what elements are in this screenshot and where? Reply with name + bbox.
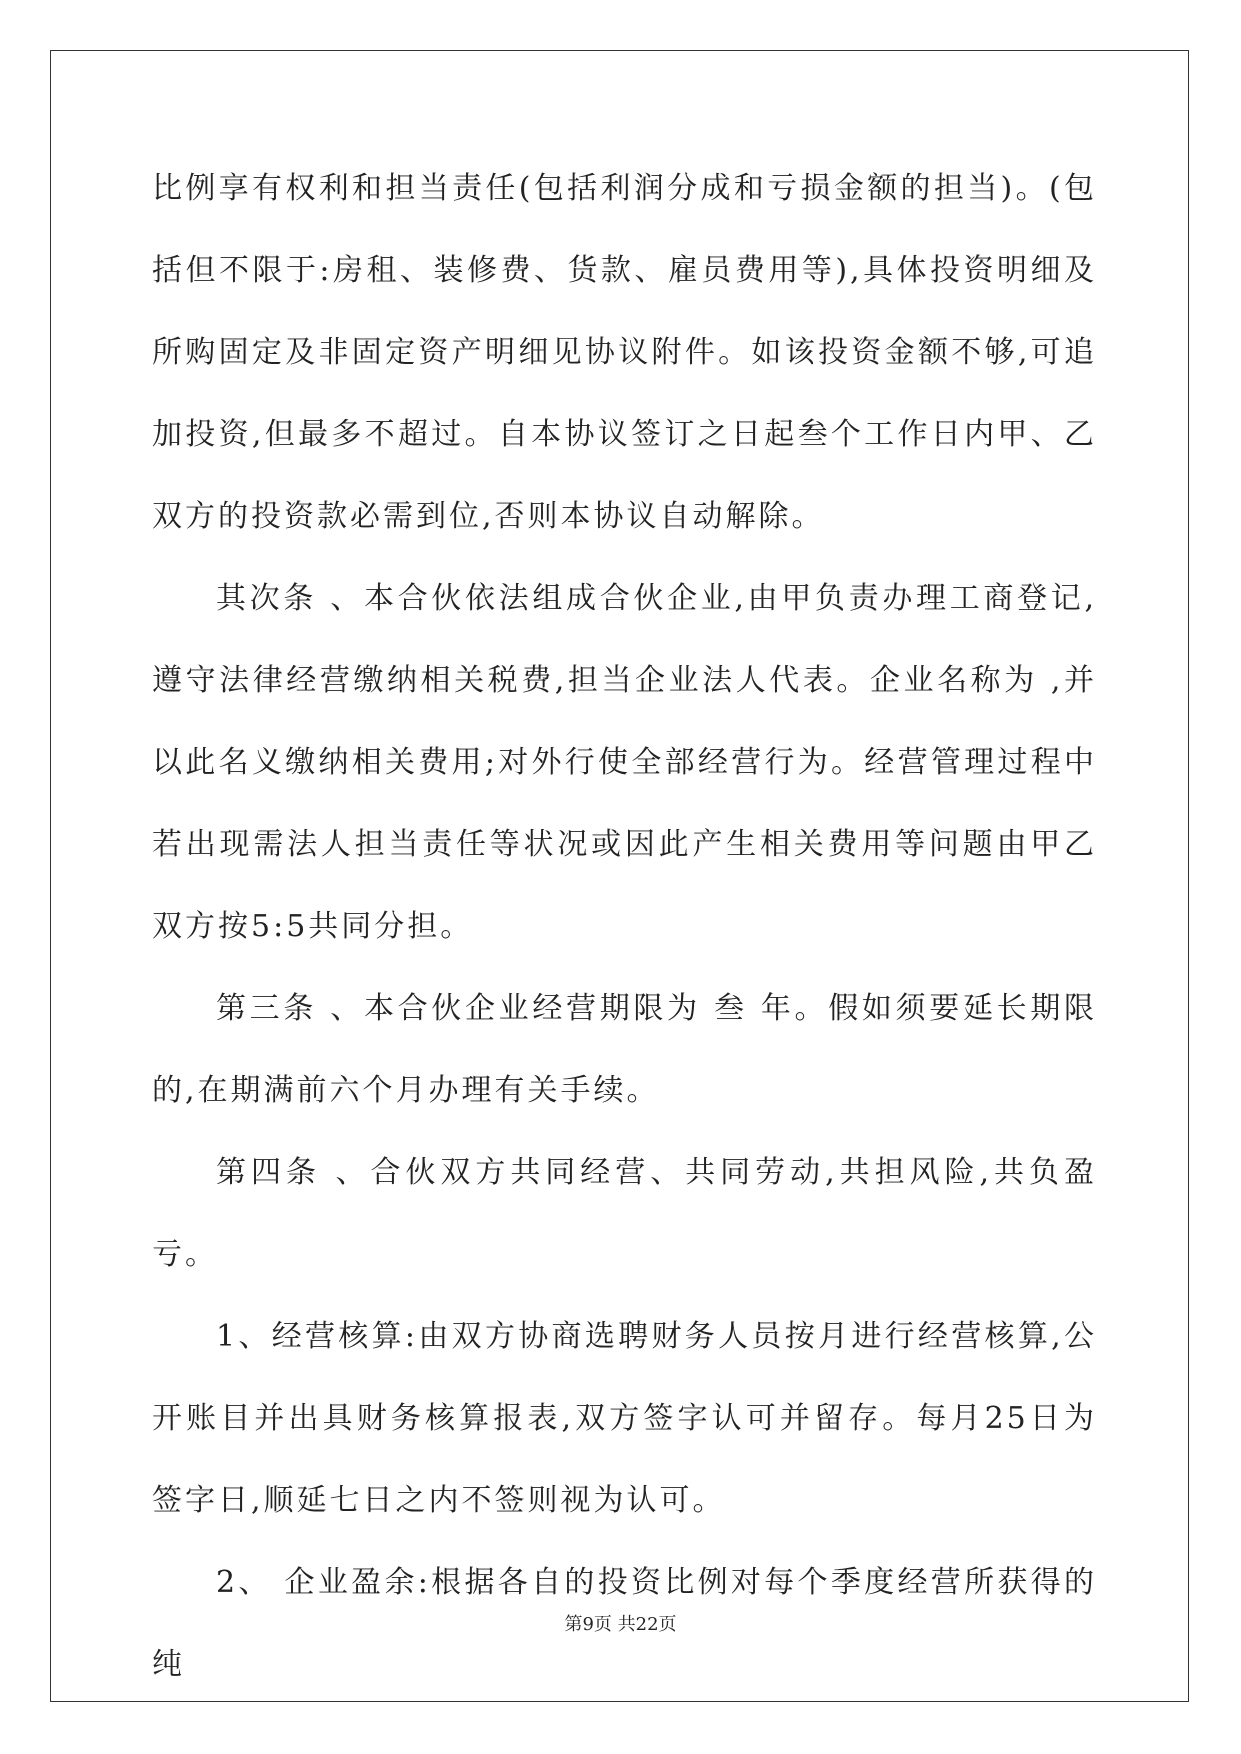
document-body (152, 148, 1097, 1706)
paragraph-1: 比例享有权利和担当责任(包括利润分成和亏损金额的担当)。(包括但不限于:房租、装修费、货款、雇员费用等),具体投资明细及所购固定及非固定资产明细见协议附件。如该投资金额不够,可追加投资,但最多不超过。自本协议签订之日起叁个工作日内甲、乙双方的投资款必需到位,否则本协议自动解除。 (152, 171, 1097, 534)
paragraph-2: 其次条 、本合伙依法组成合伙企业,由甲负责办理工商登记,遵守法律经营缴纳相关税费,担当企业法人代表。企业名称为 ,并以此名义缴纳相关费用;对外行使全部经营行为。经营管理过程中若出现需法人担当责任等状况或因此产生相关费用等问题由甲乙双方按5:5共同分担。 (152, 581, 1097, 944)
page-number-footer: 第9页 共22页 (564, 1614, 677, 1635)
paragraph-6: 2、 企业盈余:根据各自的投资比例对每个季度经营所获得的纯 (152, 1565, 1097, 1682)
paragraph-4: 第四条 、合伙双方共同经营、共同劳动,共担风险,共负盈亏。 (152, 1155, 1097, 1272)
paragraph-5: 1、经营核算:由双方协商选聘财务人员按月进行经营核算,公开账目并出具财务核算报表,双方签字认可并留存。每月25日为签字日,顺延七日之内不签则视为认可。 (152, 1319, 1097, 1518)
paragraph-3: 第三条 、本合伙企业经营期限为 叁 年。假如须要延长期限的,在期满前六个月办理有关手续。 (152, 991, 1097, 1108)
